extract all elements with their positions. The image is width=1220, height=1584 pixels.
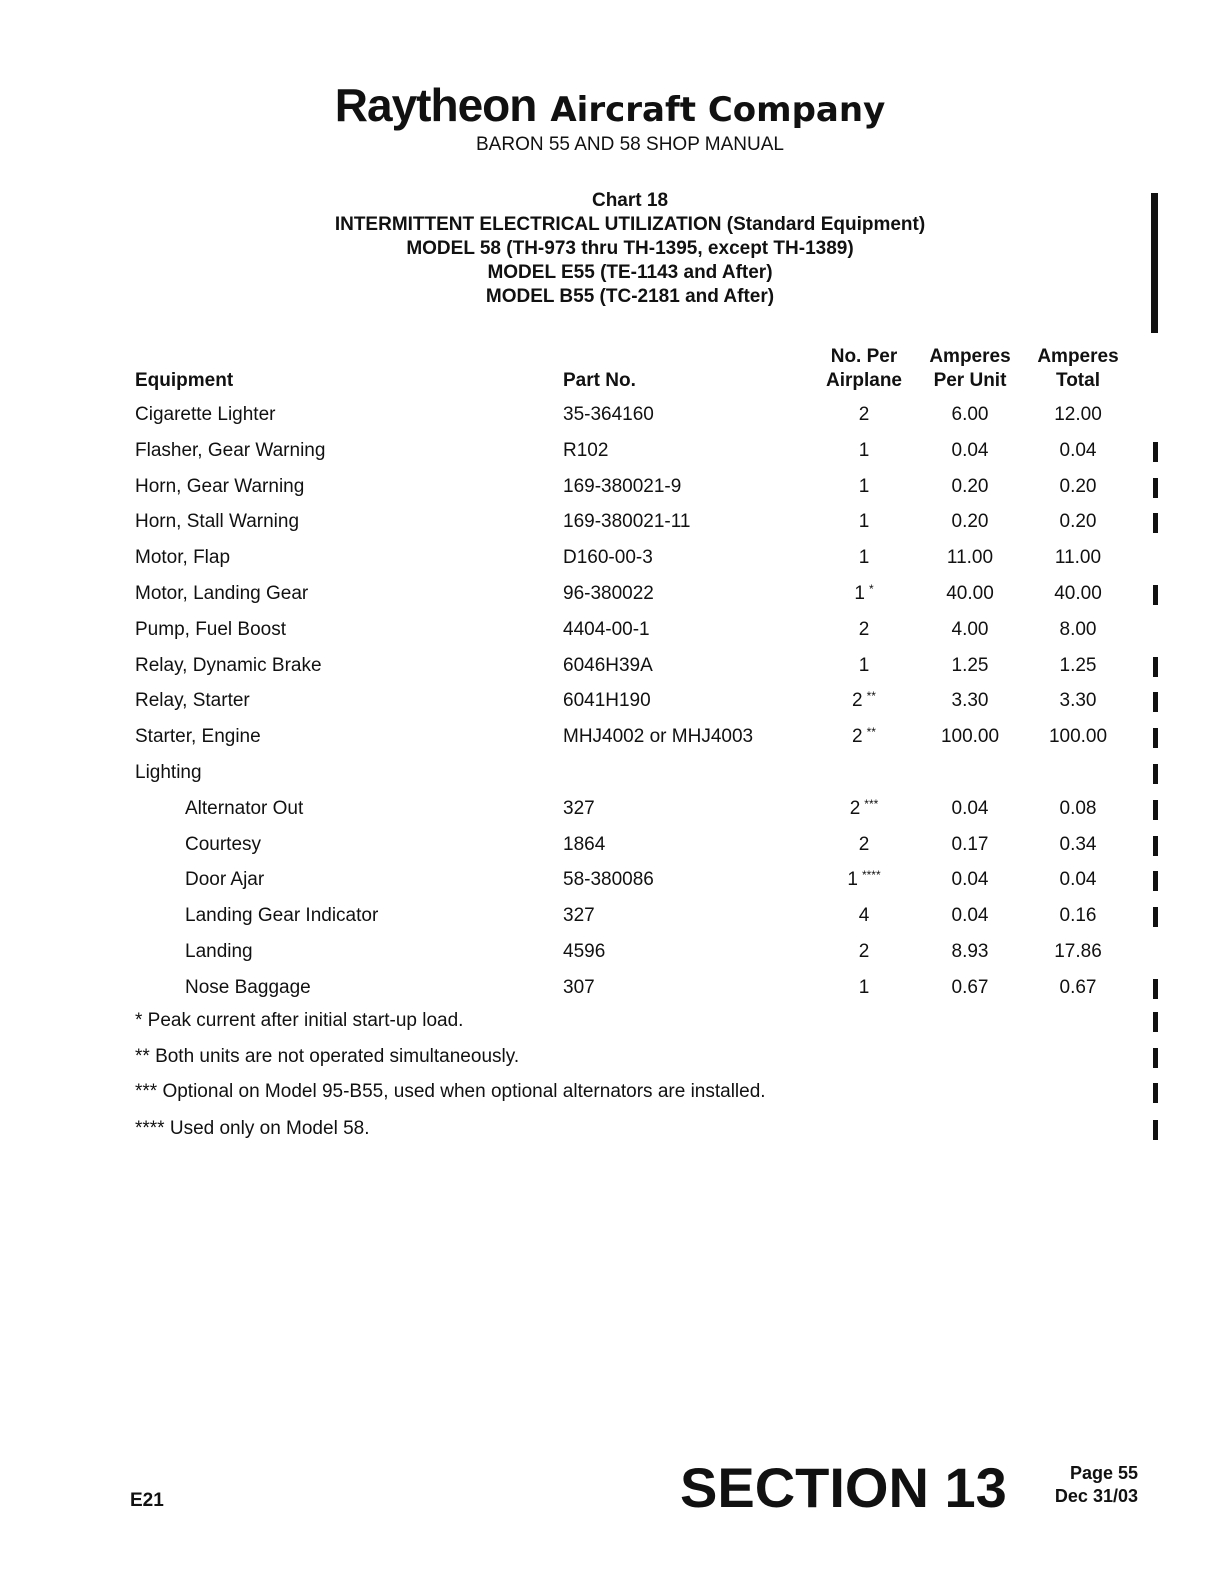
revision-date: Dec 31/03 [1054, 1486, 1138, 1506]
cell-amperes-total: 11.00 [1054, 547, 1102, 568]
cell-qty [823, 941, 905, 963]
col-header-line: Amperes [1037, 346, 1119, 367]
qty-value: 1 [854, 583, 865, 604]
cell-amperes-per-unit: 0.20 [951, 476, 989, 497]
cell-amperes-per-unit: 11.00 [946, 547, 994, 568]
qty-value: 2 [852, 726, 863, 747]
qty-value: 1 [858, 511, 870, 532]
qty-value: 1 [858, 476, 870, 497]
cell-part-no: D160-00-3 [563, 547, 653, 568]
cell-equipment: Starter, Engine [135, 726, 261, 747]
revision-bar [1153, 871, 1158, 891]
cell-amperes-per-unit: 0.04 [951, 869, 989, 890]
cell-part-no: 4404-00-1 [563, 619, 650, 640]
cell-equipment: Motor, Flap [135, 547, 231, 568]
revision-bar [1153, 1120, 1158, 1140]
cell-equipment: Flasher, Gear Warning [135, 440, 326, 461]
cell-amperes-total: 0.67 [1059, 977, 1097, 998]
cell-amperes-total: 0.04 [1059, 440, 1097, 461]
footnote-marker: ** [866, 689, 876, 703]
footnote-marker: *** [864, 797, 879, 811]
qty-value: 1 [858, 655, 870, 676]
company-name: Aircraft Company [550, 90, 886, 130]
revision-bar [1153, 836, 1158, 856]
cell-equipment: Nose Baggage [185, 977, 311, 998]
col-header-no-per-airplane [814, 345, 914, 393]
cell-amperes-per-unit: 0.04 [951, 440, 989, 461]
cell-qty [823, 726, 905, 748]
cell-equipment: Relay, Starter [135, 690, 250, 711]
col-header-part-no: Part No. [563, 370, 636, 391]
table-row [0, 834, 1220, 870]
cell-amperes-total: 17.86 [1054, 941, 1102, 962]
cell-amperes-per-unit: 3.30 [951, 690, 989, 711]
model-line: MODEL B55 (TC-2181 and After) [485, 286, 775, 307]
qty-value: 1 [858, 547, 870, 568]
revision-bar [1153, 800, 1158, 820]
page-code: E21 [130, 1490, 164, 1511]
table-row [0, 583, 1220, 619]
cell-equipment: Landing Gear Indicator [185, 905, 379, 926]
cell-part-no: 35-364160 [563, 404, 654, 425]
table-row [0, 690, 1220, 726]
table-row [0, 869, 1220, 905]
cell-qty [823, 798, 905, 820]
col-header-line: Amperes [929, 346, 1011, 367]
cell-qty [823, 977, 905, 999]
cell-part-no: 58-380086 [563, 869, 654, 890]
footnote: *** Optional on Model 95-B55, used when optional alternators are installed. [135, 1081, 766, 1102]
qty-value: 2 [858, 834, 870, 855]
cell-amperes-per-unit: 0.17 [951, 834, 989, 855]
qty-value: 2 [858, 619, 870, 640]
revision-bar [1153, 1048, 1158, 1068]
footnote: ** Both units are not operated simultaneously. [135, 1046, 520, 1067]
page-info [1030, 1462, 1138, 1508]
qty-value: 1 [858, 977, 870, 998]
col-header-line: No. Per [830, 346, 898, 367]
cell-equipment: Alternator Out [185, 798, 304, 819]
cell-amperes-per-unit: 4.00 [951, 619, 989, 640]
revision-bar [1153, 657, 1158, 677]
brand-name: Raytheon [334, 79, 537, 131]
cell-amperes-total: 0.16 [1059, 905, 1097, 926]
table-row [0, 404, 1220, 440]
cell-equipment: Door Ajar [185, 869, 265, 890]
cell-part-no: 6046H39A [563, 655, 653, 676]
cell-amperes-per-unit: 0.67 [951, 977, 989, 998]
cell-part-no: 327 [563, 905, 595, 926]
col-header-equipment: Equipment [135, 370, 234, 391]
revision-bar [1153, 1083, 1158, 1103]
revision-bar [1151, 193, 1158, 333]
cell-part-no: 169-380021-11 [563, 511, 691, 532]
footnote: **** Used only on Model 58. [135, 1118, 370, 1139]
table-row [0, 977, 1220, 1013]
qty-value: 2 [849, 798, 861, 819]
revision-bar [1153, 1012, 1158, 1032]
revision-bar [1153, 513, 1158, 533]
footnote-marker: ** [866, 725, 876, 739]
table-row [0, 476, 1220, 512]
table-row [0, 547, 1220, 583]
cell-amperes-per-unit: 1.25 [951, 655, 989, 676]
footnote-marker: * [868, 582, 874, 596]
cell-qty [823, 583, 905, 605]
table-row [0, 762, 1220, 798]
cell-amperes-per-unit: 0.04 [951, 798, 989, 819]
cell-amperes-total: 0.34 [1059, 834, 1097, 855]
cell-part-no: 4596 [563, 941, 606, 962]
cell-amperes-total: 100.00 [1048, 726, 1108, 747]
cell-part-no: 169-380021-9 [563, 476, 682, 497]
revision-bar [1153, 764, 1158, 784]
table-row [0, 655, 1220, 691]
table-row [0, 798, 1220, 834]
section-heading: SECTION 13 [680, 1456, 1007, 1519]
cell-qty [823, 547, 905, 569]
qty-value: 2 [852, 690, 863, 711]
cell-amperes-per-unit: 6.00 [951, 404, 989, 425]
col-header-amperes-per-unit [920, 345, 1020, 393]
cell-amperes-per-unit: 0.20 [951, 511, 989, 532]
cell-qty [823, 440, 905, 462]
cell-part-no: R102 [563, 440, 609, 461]
revision-bar [1153, 907, 1158, 927]
cell-amperes-per-unit: 0.04 [951, 905, 989, 926]
cell-equipment: Horn, Stall Warning [135, 511, 300, 532]
cell-qty [823, 655, 905, 677]
col-header-amperes-total [1028, 345, 1128, 393]
qty-value: 4 [858, 905, 870, 926]
cell-qty [823, 690, 905, 712]
cell-qty [823, 762, 905, 784]
cell-equipment: Lighting [135, 762, 202, 783]
chart-title: INTERMITTENT ELECTRICAL UTILIZATION (Standard Equipment) [334, 214, 926, 235]
footnote: * Peak current after initial start-up load. [135, 1010, 464, 1031]
cell-qty [823, 476, 905, 498]
chart-title-block [0, 189, 1220, 309]
cell-equipment: Courtesy [185, 834, 262, 855]
chart-number: Chart 18 [591, 190, 669, 211]
cell-amperes-total: 0.20 [1059, 476, 1097, 497]
table-row [0, 511, 1220, 547]
model-line: MODEL E55 (TE-1143 and After) [487, 262, 773, 283]
cell-qty [823, 905, 905, 927]
cell-part-no: MHJ4002 or MHJ4003 [563, 726, 754, 747]
col-header-line: Per Unit [933, 370, 1007, 391]
cell-qty [823, 511, 905, 533]
revision-bar [1153, 979, 1158, 999]
cell-amperes-total: 8.00 [1059, 619, 1097, 640]
revision-bar [1153, 442, 1158, 462]
cell-amperes-total: 0.08 [1059, 798, 1097, 819]
cell-equipment: Landing [185, 941, 253, 962]
table-row [0, 726, 1220, 762]
cell-amperes-total: 0.20 [1059, 511, 1097, 532]
cell-equipment: Relay, Dynamic Brake [135, 655, 322, 676]
qty-value: 1 [858, 440, 870, 461]
cell-equipment: Cigarette Lighter [135, 404, 276, 425]
table-row [0, 619, 1220, 655]
qty-value: 1 [847, 869, 858, 890]
col-header-line: Airplane [825, 370, 903, 391]
table-row [0, 905, 1220, 941]
table-row [0, 440, 1220, 476]
qty-value: 2 [858, 404, 870, 425]
cell-amperes-total: 40.00 [1054, 583, 1102, 604]
company-logo [0, 78, 1220, 132]
cell-amperes-per-unit: 100.00 [940, 726, 1000, 747]
cell-amperes-total: 1.25 [1059, 655, 1097, 676]
revision-bar [1153, 585, 1158, 605]
cell-equipment: Pump, Fuel Boost [135, 619, 287, 640]
cell-part-no: 327 [563, 798, 595, 819]
cell-amperes-total: 0.04 [1059, 869, 1097, 890]
revision-bar [1153, 728, 1158, 748]
cell-amperes-total: 3.30 [1059, 690, 1097, 711]
cell-part-no: 96-380022 [563, 583, 654, 604]
revision-bar [1153, 692, 1158, 712]
cell-part-no: 6041H190 [563, 690, 651, 711]
cell-qty [823, 834, 905, 856]
qty-value: 2 [858, 941, 870, 962]
manual-title: BARON 55 AND 58 SHOP MANUAL [476, 134, 784, 155]
col-header-line: Total [1056, 370, 1100, 391]
cell-amperes-total: 12.00 [1054, 404, 1102, 425]
cell-amperes-per-unit: 8.93 [951, 941, 989, 962]
cell-qty [823, 869, 905, 891]
cell-qty [823, 619, 905, 641]
cell-part-no: 307 [563, 977, 595, 998]
revision-bar [1153, 478, 1158, 498]
cell-part-no: 1864 [563, 834, 606, 855]
cell-equipment: Horn, Gear Warning [135, 476, 305, 497]
cell-qty [823, 404, 905, 426]
cell-amperes-per-unit: 40.00 [946, 583, 994, 604]
page-number: Page 55 [1069, 1463, 1138, 1483]
cell-equipment: Motor, Landing Gear [135, 583, 309, 604]
model-line: MODEL 58 (TH-973 thru TH-1395, except TH-1389) [406, 238, 854, 259]
table-row [0, 941, 1220, 977]
footnote-marker: **** [861, 868, 881, 882]
